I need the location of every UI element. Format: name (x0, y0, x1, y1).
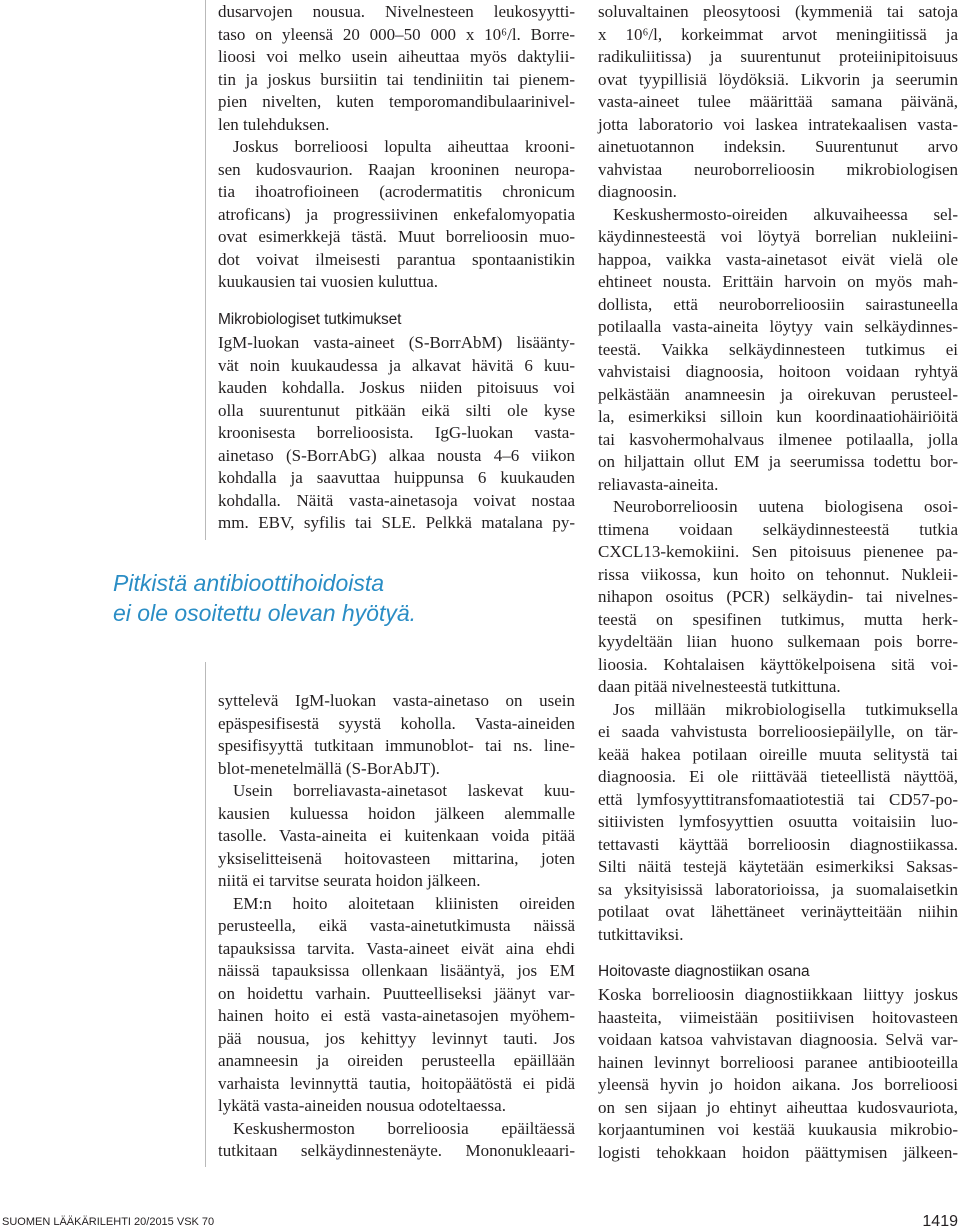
text-line: kauden kohdalla. Joskus niiden pitoisuus voi (218, 378, 575, 397)
text-line: keää hakea potilaan oireille muuta selitystä tai (598, 744, 958, 764)
text-line: vahvistaisi diagnoosia, hoitoon voidaan ryhtyä (598, 362, 958, 381)
text-line: vahvistaa neuroborrelioosin mikrobiologisen (598, 159, 958, 179)
text-line: happoa, vaikka vasta-ainetasot eivät vielä ole (598, 249, 958, 269)
text-line: ainetaso (S-BorrAbG) alkaa nousta 4–6 viikon (218, 445, 575, 465)
text-line: kohdalla. Näitä vasta-ainetasoja voivat nostaa (218, 490, 575, 510)
text-line: dot voivat ilmeisesti parantua spontaanistikin (218, 249, 575, 269)
text-line: sa yksityisissä laboratorioissa, ja suomalaisetkin (598, 879, 958, 899)
text-line: kohdalla ja saavuttaa huippunsa 6 kuukauden (218, 468, 575, 487)
paragraph (218, 1, 575, 136)
text-line: rissa viikossa, kun hoito on tehonnut. Nukleii- (598, 564, 958, 584)
pull-quote-line: Pitkistä antibioottihoidoista (113, 570, 385, 596)
text-line: yleensä hyvin jo hoidon aikana. Jos borrelioosi (598, 1075, 958, 1094)
paragraph (218, 136, 575, 294)
text-line: Keskushermoston borrelioosia epäiltäessä (233, 1118, 575, 1138)
text-line: epäspesifisestä syystä koholla. Vasta-aineiden (218, 713, 575, 733)
text-line: tettavasti käyttää borrelioosin diagnostiikassa. (598, 834, 958, 854)
text-line: tutkittaviksi. (598, 924, 684, 944)
paragraph (218, 780, 575, 893)
text-line: lykätä vasta-aineiden nousua odoteltaessa. (218, 1096, 506, 1115)
text-line: potilaalla vasta-aineita löytyy vain selkäydinnes- (598, 317, 958, 336)
text-line: näissä tapauksissa ollenkaan lisääntyä, jos EM (218, 961, 575, 980)
text-line: voidaan katsoa vahvistavan diagnoosia. Selvä var- (598, 1030, 958, 1049)
text-line: vasta-aineet tulee määrittää samana päivänä, (598, 92, 958, 111)
text-line: ei saada vahvistusta borrelioosiepäilylle, on tär- (598, 722, 958, 741)
text-line: korjaantuminen voi kestää kuukausia mikrobio- (598, 1120, 958, 1139)
paragraph (598, 699, 958, 947)
text-line: tai kasvohermohalvaus ilmenee potilaalla, jolla (598, 429, 958, 449)
text-line: dollista, että neuroborrelioosiin sairastuneella (598, 294, 958, 314)
text-line: ainetuotannon indeksin. Suurentunut arvo (598, 137, 958, 156)
left-column-top-text (218, 1, 575, 294)
text-line: yksiselitteisenä hoitovasteen mittarina, joten (218, 848, 575, 868)
column-rule-bottom (205, 662, 206, 1167)
text-line: pien nivelten, kuten temporomandibulaarinivel- (218, 92, 575, 111)
text-line: soluvaltainen pleosytoosi (kymmeniä tai satoja (598, 2, 958, 21)
text-line: diagnoosin. (598, 182, 677, 201)
text-line: että lymfosyyttitransfomaatiotestiä tai CD57-po- (598, 789, 958, 809)
text-line: lioosi voi melko usein aiheuttaa myös daktylii- (218, 47, 575, 66)
right-column-text (598, 1, 958, 946)
paragraph (598, 984, 958, 1164)
text-line: vät noin kuukaudessa ja alkavat hävitä 6 kuu- (218, 355, 575, 375)
text-line: taso on yleensä 20 000–50 000 x 10⁶/l. Borre- (218, 24, 575, 44)
section-heading-microbiology: Mikrobiologiset tutkimukset (218, 311, 402, 328)
text-line: varhaista levinnyttä tautia, hoitopäätöstä ei pidä (218, 1073, 575, 1093)
pull-quote (113, 568, 443, 628)
text-line: diagnoosia. Ei ole riittävää tieteellistä näyttöä, (598, 767, 958, 786)
text-line: ehtineet nousta. Erittäin harvoin on myös mah- (598, 272, 958, 291)
text-line: ovat esimerkkejä tästä. Muut borrelioosin muo- (218, 227, 575, 246)
text-line: dusarvojen nousua. Nivelnesteen leukosyytti- (218, 2, 575, 21)
paragraph (218, 332, 575, 535)
text-line: Joskus borrelioosi lopulta aiheuttaa krooni- (233, 137, 575, 156)
text-line: teestä. Vaikka selkäydinnesteen tutkimus ei (598, 339, 958, 359)
paragraph (218, 690, 575, 780)
text-line: teestä on spesifinen tutkimus, mutta herk- (598, 609, 958, 629)
text-line: ttimena voidaan selkäydinnesteestä tutkia (598, 519, 958, 539)
text-line: perusteella, eikä vasta-ainetutkimusta näissä (218, 916, 575, 935)
text-line: sitiivisten lymfosyyttien osuutta voitaisiin luo- (598, 812, 958, 831)
text-line: atroficans) ja progressiivinen enkefalomyopatia (218, 204, 575, 224)
text-line: pää nousua, jos kehittyy levinnyt tauti. Jos (218, 1028, 575, 1048)
text-line: la, esimerkiksi silloin kun koordinaatiohäiriöitä (598, 407, 958, 426)
text-line: hainen levinnyt borrelioosi paranee antibiooteilla (598, 1052, 958, 1072)
text-line: haasteita, viimeistään positiivisen hoitovasteen (598, 1007, 958, 1027)
text-line: Koska borrelioosin diagnostiikkaan liittyy joskus (598, 985, 958, 1004)
paragraph (218, 1118, 575, 1163)
section-heading-treatment-response: Hoitovaste diagnostiikan osana (598, 963, 810, 980)
text-line: IgM-luokan vasta-aineet (S-BorrAbM) lisäänty- (218, 333, 575, 352)
text-line: olla suurentunut pitkään eikä silti ole kyse (218, 400, 575, 420)
treatment-response-section-text (598, 984, 958, 1164)
paragraph (218, 893, 575, 1118)
text-line: tutkitaan selkäydinnestenäyte. Mononukleaari- (218, 1141, 575, 1160)
text-line: Jos millään mikrobiologisella tutkimuksella (613, 699, 958, 719)
text-line: kausien kuluessa hoidon jälkeen alemmalle (218, 803, 575, 823)
text-line: anamneesin ja oireiden perusteella epäillään (218, 1051, 575, 1070)
text-line: hainen hoito ei estä vasta-ainetasojen myöhem- (218, 1006, 575, 1025)
text-line: Neuroborrelioosin uutena biologisena osoi- (613, 497, 958, 516)
text-line: nihapon osoitus (PCR) selkäydin- tai nivelnes- (598, 587, 958, 606)
text-line: käydinnesteestä voi löytyä borrelian nukleiini- (598, 227, 958, 246)
text-line: blot-menetelmällä (S-BorAbJT). (218, 758, 440, 778)
left-column-bottom-text (218, 690, 575, 1163)
text-line: kroonisesta borrelioosista. IgG-luokan vasta- (218, 423, 575, 442)
text-line: on hoidettu varhain. Puutteelliseksi jäänyt var- (218, 983, 575, 1003)
text-line: len tulehduksen. (218, 114, 330, 134)
text-line: tapauksissa tarvita. Vasta-aineet eivät aina ehdi (218, 938, 575, 958)
text-line: spesifisyyttä tutkitaan immunoblot- tai ns. line- (218, 736, 575, 755)
text-line: kyydeltään liian huono sulkemaan pois borre- (598, 632, 958, 651)
text-line: tin ja joskus bursiitin tai tendiniitin tai pienem- (218, 69, 575, 89)
text-line: on hiljattain ollut EM ja seerumissa todettu bor- (598, 452, 958, 471)
text-line: x 10⁶/l, korkeimmat arvot meningiitissä ja (598, 24, 958, 44)
text-line: reliavasta-aineita. (598, 474, 719, 494)
microbiology-section-text (218, 332, 575, 535)
text-line: logisti tehokkaan hoidon päättymisen jälkeen- (598, 1142, 958, 1162)
text-line: ovat tyypillisiä löydöksiä. Likvorin ja seerumin (598, 69, 958, 89)
text-line: sen kudosvaurion. Raajan krooninen neuropa- (218, 159, 575, 179)
text-line: jotta laboratorio voi laskea intratekaalisen vasta- (598, 114, 958, 134)
text-line: CXCL13-kemokiini. Sen pitoisuus pienenee pa- (598, 542, 958, 561)
text-line: lioosia. Kohtalaisen käyttökelpoisena sitä voi- (598, 654, 958, 674)
text-line: EM:n hoito aloitetaan kliinisten oireiden (233, 893, 575, 913)
text-line: tia ihoatrofioineen (acrodermatitis chronicum (218, 182, 575, 201)
text-line: syttelevä IgM-luokan vasta-ainetaso on usein (218, 691, 575, 710)
text-line: mm. EBV, syfilis tai SLE. Pelkkä matalana py- (218, 513, 575, 532)
text-line: potilaat ovat lähettäneet verinäytteitään niihin (598, 902, 958, 921)
text-line: Silti näitä testejä käytetään esimerkiksi Saksas- (598, 857, 958, 876)
paragraph (598, 1, 958, 204)
text-line: radikuliitissa) ja suurentunut proteiinipitoisuus (598, 47, 958, 66)
text-line: pelkästään anamneesin ja oirekuvan perusteel- (598, 384, 958, 404)
page-number: 1419 (922, 1213, 958, 1230)
text-line: daan pitää nivelnesteestä tutkittuna. (598, 677, 841, 696)
text-line: Usein borreliavasta-ainetasot laskevat kuu- (233, 781, 575, 800)
text-line: Keskushermosto-oireiden alkuvaiheessa sel- (613, 204, 958, 224)
pull-quote-line: ei ole osoitettu olevan hyötyä. (113, 600, 417, 626)
paragraph (598, 496, 958, 699)
text-line: on sen sijaan jo ehtinyt aiheuttaa kudosvauriota, (598, 1097, 958, 1117)
text-line: kuukausien tai vuosien kuluttua. (218, 272, 439, 291)
column-rule-top (205, 0, 206, 540)
paragraph (598, 204, 958, 497)
text-line: niitä ei tarvitse seurata hoidon jälkeen. (218, 871, 481, 890)
journal-footer-title: SUOMEN LÄÄKÄRILEHTI 20/2015 VSK 70 (2, 1216, 215, 1228)
text-line: tasolle. Vasta-aineita ei kuitenkaan voida pitää (218, 826, 575, 845)
